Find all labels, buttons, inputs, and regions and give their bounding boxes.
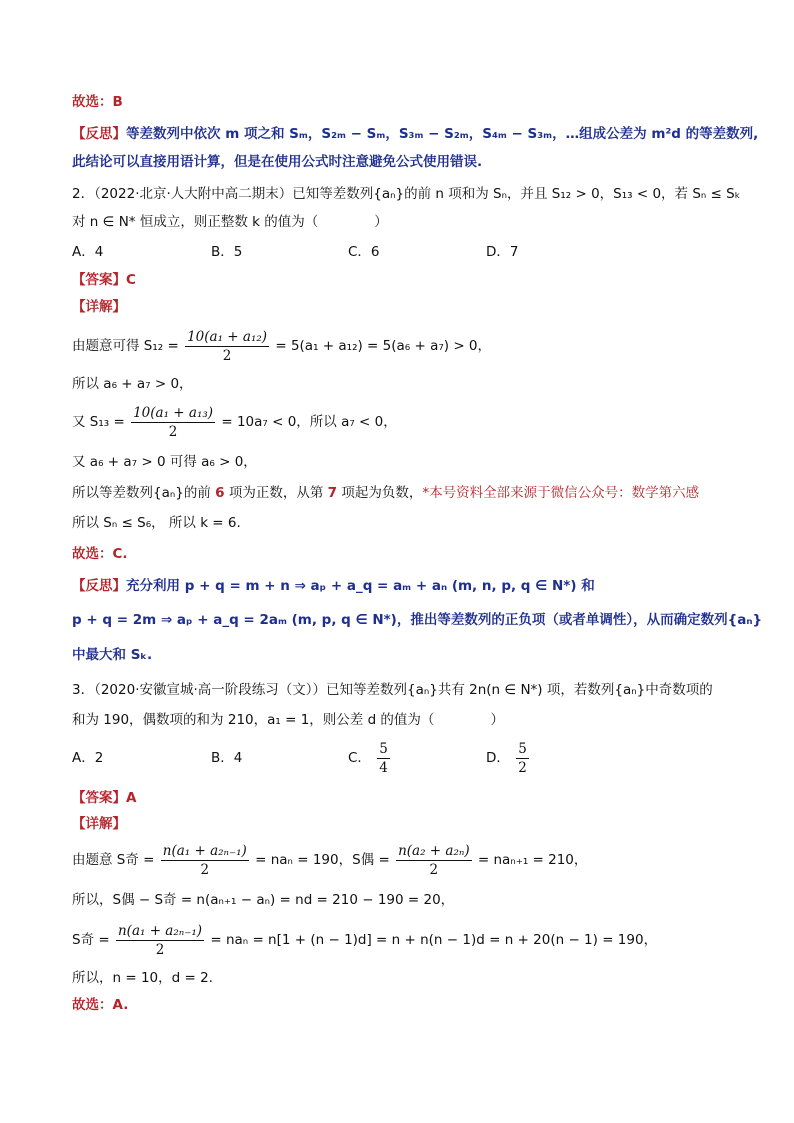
- reflection-text-2: 此结论可以直接用语计算，但是在使用公式时注意避免公式使用错误.: [72, 154, 483, 170]
- answer-text: 故选：B: [72, 94, 123, 110]
- q3-sol-1-fraction-1: [161, 842, 249, 879]
- q3-solution-1: [72, 840, 587, 880]
- q2-solution-6: [72, 513, 241, 533]
- q3-detail-text: 【详解】: [72, 816, 126, 832]
- q2-sol-5-highlight-2: 7: [327, 485, 338, 501]
- q3-answer-text: 【答案】A: [72, 790, 137, 806]
- reflection-line-1: [72, 124, 758, 144]
- q3-option-c-numerator: 5: [379, 740, 388, 757]
- q2-sol-3-pre: 又 S₁₃ =: [72, 414, 125, 430]
- q3-sol-3-post: = naₙ = n[1 + (n − 1)d] = n + n(n − 1)d = n + 20(n − 1) = 190，: [210, 932, 658, 948]
- q2-reflection-1: [72, 576, 595, 596]
- q2-sol-7-text: 故选：C.: [72, 546, 128, 562]
- q3-option-c: [348, 738, 392, 778]
- q3-stem-line-2: [72, 710, 504, 730]
- q2-sol-5-source-note: *本号资料全部来源于微信公众号：数学第六感: [422, 485, 700, 501]
- q2-sol-5-mid: 项为正数，从第: [224, 485, 328, 501]
- q3-sol-1-post: = naₙ₊₁ = 210，: [477, 852, 588, 868]
- q3-sol-1-fraction-2: [396, 842, 472, 879]
- q3-sol-3-pre: S奇 =: [72, 932, 110, 948]
- q3-option-d-label: D．: [486, 750, 510, 766]
- q3-sol-1-pre: 由题意 S奇 =: [72, 852, 155, 868]
- q2-stem-line-2: [72, 212, 388, 232]
- q3-stem-1: 3．（2020·安徽宣城·高一阶段练习（文））已知等差数列{aₙ}共有 2n(n ∈ N*) 项，若数列{aₙ}中奇数项的: [72, 682, 713, 698]
- q3-sol-1-denominator-1: 2: [200, 861, 210, 878]
- q2-detail-label: [72, 297, 126, 317]
- q2-reflection-text-3: 中最大和 Sₖ.: [72, 647, 153, 663]
- q2-sol-1-denominator: 2: [222, 347, 232, 364]
- q2-sol-2-text: 所以 a₆ + a₇ > 0，: [72, 376, 193, 392]
- q3-solution-3: [72, 920, 657, 960]
- q3-option-d-denominator: 2: [518, 759, 527, 776]
- q2-sol-6-text: 所以 Sₙ ≤ S₆， 所以 k = 6.: [72, 515, 241, 531]
- q2-sol-5-post: 项起为负数，: [337, 485, 423, 501]
- q2-option-b: B．5: [211, 244, 243, 260]
- q3-sol-1-numerator-2: n(a₂ + a₂ₙ): [398, 842, 470, 859]
- reflection-label: 【反思】: [72, 126, 126, 142]
- q2-sol-3-denominator: 2: [168, 423, 178, 440]
- q2-detail-text: 【详解】: [72, 299, 126, 315]
- q2-solution-7: [72, 544, 128, 564]
- q2-sol-1-numerator: 10(a₁ + a₁₂): [187, 328, 268, 345]
- q3-option-c-fraction: [377, 740, 390, 777]
- q2-sol-5-highlight-1: 6: [215, 485, 225, 501]
- q2-solution-4: [72, 452, 257, 472]
- q2-answer: [72, 270, 136, 290]
- q2-sol-1-pre: 由题意可得 S₁₂ =: [72, 338, 179, 354]
- q3-sol-2-text: 所以，S偶 − S奇 = n(aₙ₊₁ − aₙ) = nd = 210 − 190 = 20，: [72, 892, 455, 908]
- q3-sol-3-numerator: n(a₁ + a₂ₙ₋₁): [117, 922, 203, 939]
- q3-sol-1-denominator-2: 2: [429, 861, 439, 878]
- q3-stem-line-1: [72, 680, 713, 700]
- q2-option-c: C．6: [348, 244, 380, 260]
- q2-sol-4-text: 又 a₆ + a₇ > 0 可得 a₆ > 0，: [72, 454, 257, 470]
- q2-stem-line-1: [72, 184, 740, 204]
- reflection-text-1: 等差数列中依次 m 项之和 Sₘ，S₂ₘ − Sₘ，S₃ₘ − S₂ₘ，S₄ₘ − S₃ₘ，…组成公差为 m²d 的等差数列,: [126, 126, 759, 142]
- q2-sol-3-post: = 10a₇ < 0，所以 a₇ < 0，: [221, 414, 397, 430]
- q3-detail-label: [72, 814, 126, 834]
- q2-solution-2: [72, 374, 193, 394]
- q3-answer: [72, 788, 136, 808]
- q2-reflection-text-2: p + q = 2m ⇒ aₚ + a_q = 2aₘ (m, p, q ∈ N*)，推出等差数列的正负项（或者单调性），从而确定数列{aₙ}: [72, 612, 763, 628]
- q2-stem-2: 对 n ∈ N* 恒成立，则正整数 k 的值为（: [72, 214, 319, 230]
- q2-reflection-label: 【反思】: [72, 578, 126, 594]
- answer-line-1: [72, 92, 123, 112]
- q2-option-d: D．7: [486, 244, 519, 260]
- q2-solution-5: [72, 483, 699, 503]
- q3-solution-2: [72, 890, 454, 910]
- q3-stem-2-end: ）: [490, 712, 504, 728]
- q3-solution-4: [72, 968, 213, 988]
- q2-stem-2-end: ）: [374, 214, 388, 230]
- q3-option-c-label: C．: [348, 750, 371, 766]
- q3-sol-5-text: 故选：A.: [72, 997, 129, 1013]
- q2-reflection-3: [72, 645, 152, 665]
- q2-sol-1-fraction: [185, 328, 269, 365]
- q3-option-a: A．2: [72, 750, 104, 766]
- q2-option-a: A．4: [72, 244, 104, 260]
- q3-option-d-fraction: [516, 740, 529, 777]
- q3-sol-3-denominator: 2: [155, 941, 165, 958]
- q2-solution-3: [72, 402, 397, 442]
- q2-sol-3-fraction: [131, 404, 215, 441]
- q3-option-c-denominator: 4: [379, 759, 388, 776]
- reflection-line-2: [72, 152, 482, 172]
- q2-sol-1-post: = 5(a₁ + a₁₂) = 5(a₆ + a₇) > 0，: [275, 338, 492, 354]
- q2-sol-3-numerator: 10(a₁ + a₁₃): [133, 404, 214, 421]
- q2-reflection-2: [72, 610, 762, 630]
- q3-sol-4-text: 所以，n = 10，d = 2.: [72, 970, 213, 986]
- q2-stem-1: 2．（2022·北京·人大附中高二期末）已知等差数列{aₙ}的前 n 项和为 Sₙ，并且 S₁₂ > 0，S₁₃ < 0，若 Sₙ ≤ Sₖ: [72, 186, 741, 202]
- q3-sol-1-numerator-1: n(a₁ + a₂ₙ₋₁): [162, 842, 247, 859]
- q3-option-d: [486, 738, 531, 778]
- q2-answer-text: 【答案】C: [72, 272, 136, 288]
- q3-sol-1-mid: = naₙ = 190，S偶 =: [255, 852, 390, 868]
- q2-reflection-text-1: 充分利用 p + q = m + n ⇒ aₚ + a_q = aₘ + aₙ (m, n, p, q ∈ N*) 和: [126, 578, 595, 594]
- q3-sol-3-fraction: [116, 922, 204, 959]
- q3-solution-5: [72, 995, 128, 1015]
- q2-solution-1: [72, 326, 491, 366]
- q3-stem-2: 和为 190，偶数项的和为 210，a₁ = 1，则公差 d 的值为（: [72, 712, 435, 728]
- q3-option-d-numerator: 5: [518, 740, 527, 757]
- q2-sol-5-pre: 所以等差数列{aₙ}的前: [72, 485, 216, 501]
- q3-option-b: B．4: [211, 750, 243, 766]
